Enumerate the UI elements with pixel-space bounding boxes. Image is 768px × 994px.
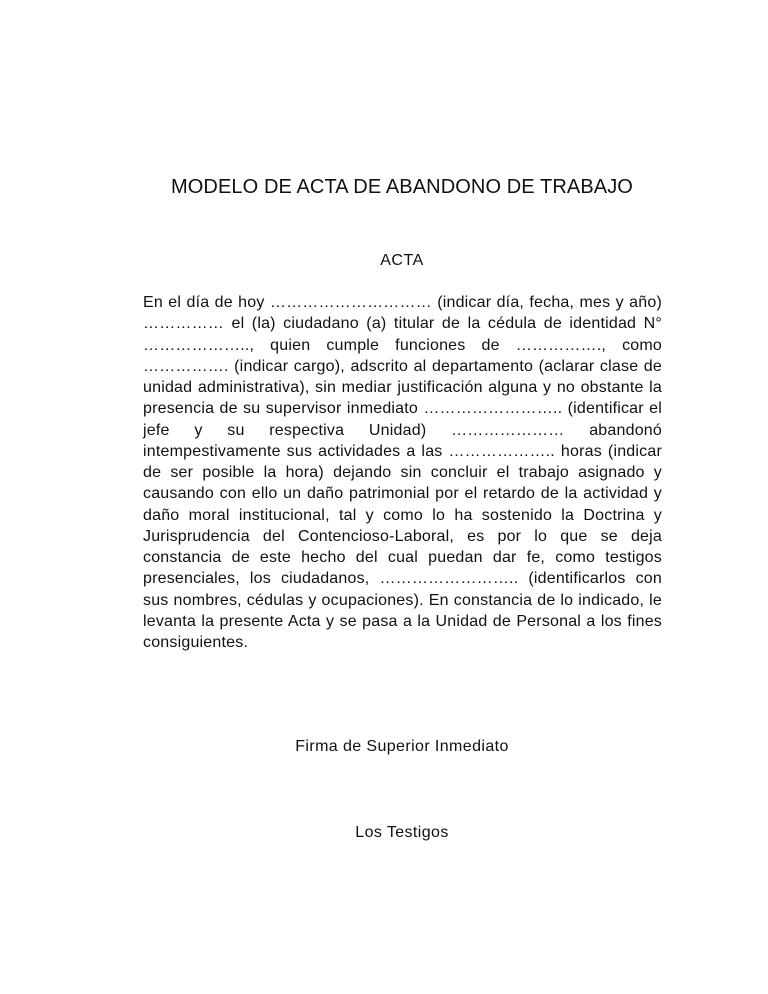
signature-label: Firma de Superior Inmediato (295, 738, 509, 755)
body-paragraph: En el día de hoy ………………………… (indicar día, fecha, mes y año) …………… el (la) ciudadano (a) titular de la cédula de identidad N° ……………….., quien cumple funciones de ……………., como ……………. (indicar cargo), adscrito al departamento (aclarar clase de unidad administrativa), sin mediar justificación alguna y no obstante la presencia de su supervisor inmediato …………………….. (identificar el jefe y su respectiva Unidad) ………………… abandonó intempestivamente sus actividades a las ……………….. horas (indicar de ser posible la hora) dejando sin concluir el trabajo asignado y causando con ello un daño patrimonial por el retardo de la actividad y daño moral institucional, tal y como lo ha sostenido la Doctrina y Jurisprudencia del Contencioso-Laboral, es por lo que se deja constancia de este hecho del cual puedan dar fe, como testigos presenciales, los ciudadanos, …………………….. (identificarlos con sus nombres, cédulas y ocupaciones). En constancia de lo indicado, le levanta la presente Acta y se pasa a la Unidad de Personal a los fines consiguientes. (143, 294, 662, 651)
witnesses-label: Los Testigos (355, 824, 449, 841)
document-title: MODELO DE ACTA DE ABANDONO DE TRABAJO (171, 176, 633, 198)
section-heading: ACTA (380, 252, 424, 269)
